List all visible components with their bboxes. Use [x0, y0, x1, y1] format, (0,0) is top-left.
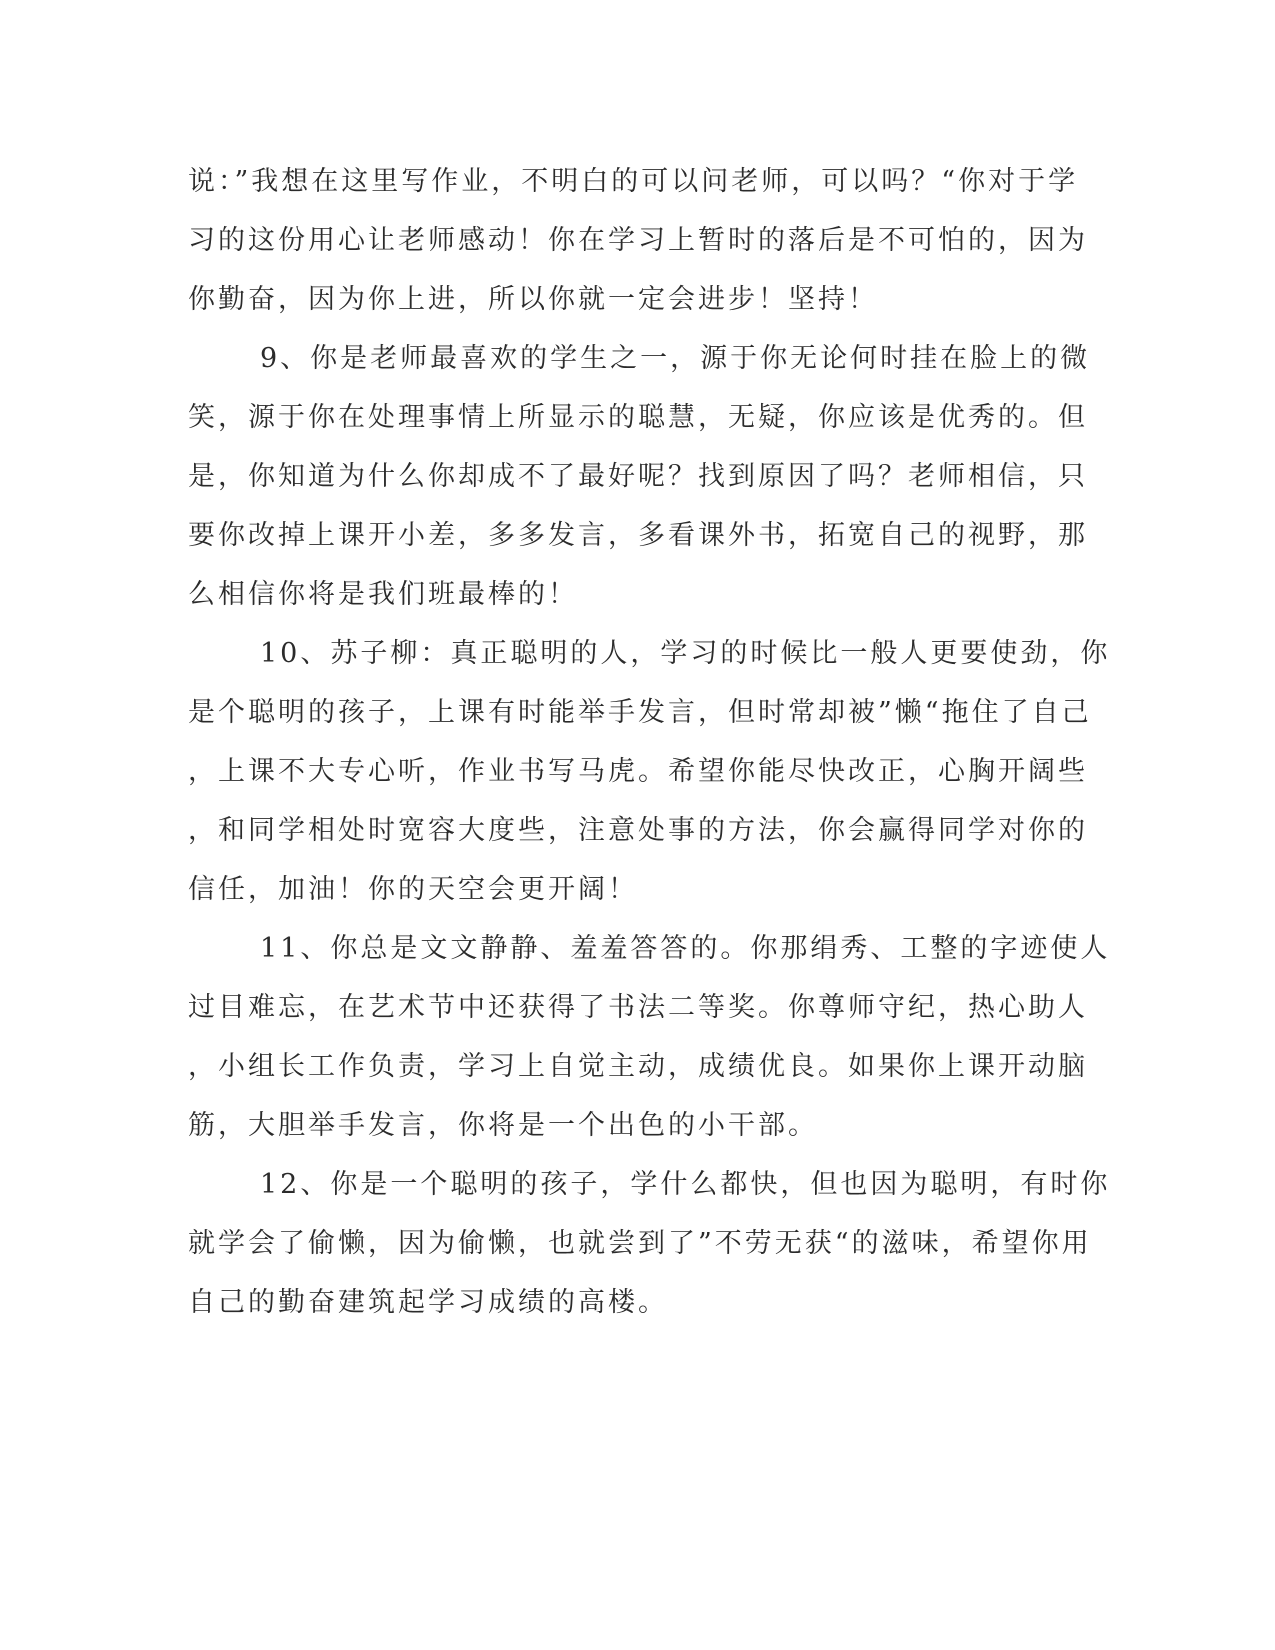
text-line: 过目难忘，在艺术节中还获得了书法二等奖。你尊师守纪，热心助人 — [188, 992, 1088, 1023]
text-line: 信任，加油！你的天空会更开阔！ — [188, 874, 638, 905]
text-line: 笑，源于你在处理事情上所显示的聪慧，无疑，你应该是优秀的。但 — [188, 402, 1088, 433]
text-line: 是，你知道为什么你却成不了最好呢？找到原因了吗？老师相信，只 — [188, 461, 1088, 492]
text-line: 自己的勤奋建筑起学习成绩的高楼。 — [188, 1287, 668, 1318]
text-line: 你勤奋，因为你上进，所以你就一定会进步！坚持！ — [188, 284, 878, 315]
text-line: ，上课不大专心听，作业书写马虎。希望你能尽快改正，心胸开阔些 — [188, 756, 1088, 787]
paragraph-11-start: 11、你总是文文静静、羞羞答答的。你那绢秀、工整的字迹使人 — [260, 933, 1111, 964]
text-line: 说：”我想在这里写作业，不明白的可以问老师，可以吗？“你对于学 — [188, 166, 1079, 197]
paragraph-9-start: 9、你是老师最喜欢的学生之一，源于你无论何时挂在脸上的微 — [260, 343, 1091, 374]
text-line: 习的这份用心让老师感动！你在学习上暂时的落后是不可怕的，因为 — [188, 225, 1088, 256]
text-line: 筋，大胆举手发言，你将是一个出色的小干部。 — [188, 1110, 818, 1141]
paragraph-12-start: 12、你是一个聪明的孩子，学什么都快，但也因为聪明，有时你 — [260, 1169, 1111, 1200]
text-line: 么相信你将是我们班最棒的！ — [188, 579, 578, 610]
text-line: 就学会了偷懒，因为偷懒，也就尝到了”不劳无获“的滋味，希望你用 — [188, 1228, 1092, 1259]
text-line: 要你改掉上课开小差，多多发言，多看课外书，拓宽自己的视野，那 — [188, 520, 1088, 551]
text-line: ，小组长工作负责，学习上自觉主动，成绩优良。如果你上课开动脑 — [188, 1051, 1088, 1082]
text-line: 是个聪明的孩子，上课有时能举手发言，但时常却被”懒“拖住了自己 — [188, 697, 1092, 728]
text-line: ，和同学相处时宽容大度些，注意处事的方法，你会赢得同学对你的 — [188, 815, 1088, 846]
paragraph-10-start: 10、苏子柳：真正聪明的人，学习的时候比一般人更要使劲，你 — [260, 638, 1111, 669]
